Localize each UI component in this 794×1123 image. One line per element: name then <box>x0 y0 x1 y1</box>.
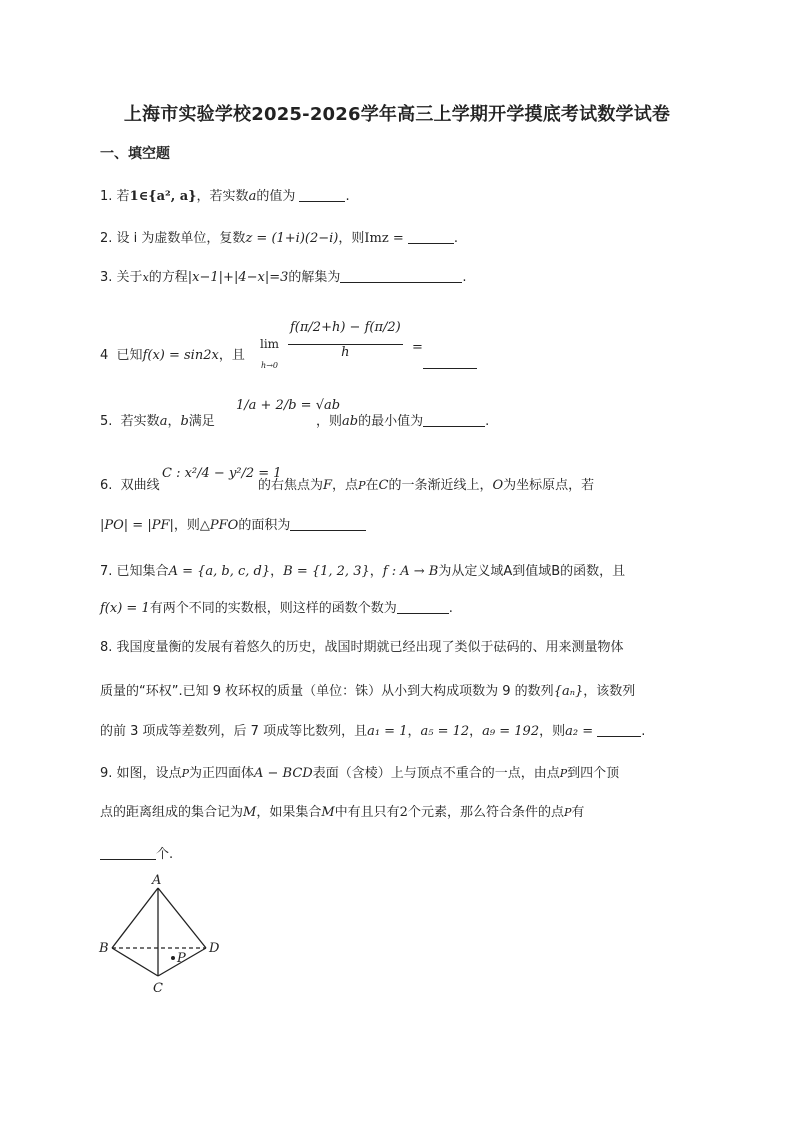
point-p-label: P <box>177 951 186 966</box>
q8-a1: a₁ = 1 <box>367 724 408 739</box>
q5-var-b: b <box>180 414 189 429</box>
q8-line2b: ，该数列 <box>583 684 636 699</box>
q6-P: P <box>358 479 366 492</box>
question-8-line2 <box>100 682 635 702</box>
q5-var-ab: ab <box>342 414 359 429</box>
question-1: 1. 若1∈{a², a}，若实数a的值为 . <box>100 189 350 204</box>
limit-fraction <box>288 312 403 361</box>
q1-text-pre: 若 <box>116 189 130 204</box>
limit-denominator: h <box>341 345 350 360</box>
q1-var: a <box>248 189 257 204</box>
q6-t5: 为坐标原点，若 <box>503 478 595 493</box>
q9-l2c: 中有且只有 <box>334 805 400 820</box>
edge-bc <box>112 948 158 976</box>
vertex-d-label: D <box>209 941 220 956</box>
q9-P3: P <box>563 806 572 819</box>
tetrahedron-figure <box>96 870 236 1000</box>
answer-blank[interactable] <box>423 412 485 427</box>
question-9-line2 <box>100 803 584 823</box>
q7-eq: f(x) = 1 <box>100 601 150 616</box>
question-7-cont: f(x) = 1有两个不同的实数根，则这样的函数个数为 . <box>100 601 453 616</box>
q5-number: 5. <box>100 414 113 429</box>
answer-blank[interactable] <box>299 187 345 202</box>
q7-func: f : A → B <box>382 564 439 579</box>
q6-t3: 在 <box>365 478 379 493</box>
q4-text: 已知 <box>116 348 143 363</box>
q8-line1: 我国度量衡的发展有着悠久的历史，战国时期就已经出现了类似于砝码的、用来测量物体 <box>116 640 624 655</box>
q2-text: 设 i 为虚数单位，复数 <box>116 231 246 246</box>
question-8-line3: 的前 3 项成等差数列，后 7 项成等比数列，且a₁ = 1，a₅ = 12，a₉ = 192，则a₂ = . <box>100 724 646 739</box>
q6-tri: △PFO <box>199 518 239 533</box>
answer-blank[interactable] <box>340 268 462 283</box>
answer-blank[interactable] <box>423 354 477 369</box>
q8-a5: a₅ = 12 <box>420 724 470 739</box>
q6-t7: 的面积为 <box>238 518 291 533</box>
q9-tet: A − BCD <box>253 766 313 781</box>
q6-O: O <box>492 478 504 493</box>
q1-math: 1∈{a², a} <box>129 189 197 204</box>
question-3: 3. 关于x的方程|x−1|+|4−x|=3的解集为 . <box>100 270 467 285</box>
q8-a2: a₂ = <box>565 724 594 739</box>
edge-ad <box>158 888 206 948</box>
q5-text-post: ，则 <box>316 414 343 429</box>
q9-l2a: 点的距离组成的集合记为 <box>100 805 244 820</box>
q7-t2: 有两个不同的实数根，则这样的函数个数为 <box>149 601 397 616</box>
q6-cond: |PO| = |PF| <box>100 518 174 533</box>
q6-F: F <box>323 478 333 493</box>
q6-t6: ，则 <box>173 518 200 533</box>
vertex-c-label: C <box>153 981 163 996</box>
q3-text: 关于 <box>116 270 143 285</box>
answer-blank[interactable] <box>408 229 454 244</box>
answer-blank[interactable] <box>597 722 641 737</box>
q5-math: 1/a + 2/b = √ab <box>236 398 341 413</box>
q6-t1: 的右焦点为 <box>258 478 324 493</box>
vertex-a-label: A <box>152 873 162 888</box>
q3-text-mid: 的方程 <box>148 270 188 285</box>
question-8 <box>100 638 624 658</box>
q6-t4: 的一条渐近线上， <box>388 478 493 493</box>
lim-subscript: h→0 <box>261 361 278 370</box>
q6-t2: ，点 <box>332 478 359 493</box>
question-6-cont <box>100 516 366 536</box>
q9-two: 2 <box>399 805 408 820</box>
q8-line3: 的前 3 项成等差数列，后 7 项成等比数列，且 <box>100 724 368 739</box>
q5-sep: ， <box>167 414 181 429</box>
q6-text: 双曲线 <box>120 478 160 493</box>
q9-l2b: ，如果集合 <box>256 805 322 820</box>
question-7: 7. 已知集合A = {a, b, c, d}，B = {1, 2, 3}，f : A → B为从定义域A到值域B的函数，且 <box>100 564 626 579</box>
q3-text-post: 的解集为 <box>288 270 341 285</box>
question-2: 2. 设 i 为虚数单位，复数z = (1+i)(2−i)，则Imz = . <box>100 231 459 246</box>
question-9 <box>100 764 619 784</box>
q3-var: x <box>142 271 149 284</box>
q5-text-mid: 满足 <box>188 414 215 429</box>
q9-l2d: 个元素，那么符合条件的点 <box>407 805 564 820</box>
q9-l2e: 有 <box>571 805 585 820</box>
q9-M: M <box>243 805 257 820</box>
q2-text-post: ，则 <box>338 231 365 246</box>
q9-P: P <box>181 767 189 780</box>
point-p <box>171 956 175 960</box>
q5-text: 若实数 <box>120 414 160 429</box>
q1-text: ，若实数 <box>196 189 249 204</box>
q8-line2: 质量的“环权”.已知 9 枚环权的质量（单位：铢）从小到大构成项数为 9 的数列 <box>100 684 554 699</box>
limit-numerator: f(π/2+h) − f(π/2) <box>288 312 403 345</box>
q5-var-a: a <box>159 414 168 429</box>
q4-number: 4 <box>100 348 109 363</box>
q1-number: 1. <box>100 189 113 204</box>
q4-text-mid: ，且 <box>218 348 245 363</box>
q9-l1a: 如图，设点 <box>116 766 182 781</box>
section-heading: 一、填空题 <box>100 146 170 162</box>
q9-l1c: 表面（含棱）上与顶点不重合的一点，由点 <box>312 766 560 781</box>
q5-text-post2: 的最小值为 <box>358 414 424 429</box>
q7-text: 已知集合 <box>116 564 169 579</box>
q9-number: 9. <box>100 766 113 781</box>
q2-math: z = (1+i)(2−i) <box>245 231 339 246</box>
q4-eq: = <box>412 340 423 355</box>
q8-seq: {aₙ} <box>553 684 584 699</box>
q6-math: C : x²/4 − y²/2 = 1 <box>162 466 282 481</box>
q9-M2: M <box>321 805 335 820</box>
q1-text-post: 的值为 <box>256 189 296 204</box>
answer-blank[interactable] <box>397 599 449 614</box>
q8-t: ，则 <box>539 724 566 739</box>
lim-label: lim <box>260 337 280 351</box>
q9-l1b: 为正四面体 <box>188 766 254 781</box>
vertex-b-label: B <box>99 941 109 956</box>
q9-l3: 个. <box>156 847 174 862</box>
answer-blank[interactable] <box>100 845 156 860</box>
q8-a9: a₉ = 192 <box>482 724 540 739</box>
edge-ab <box>112 888 158 948</box>
limit-expression <box>260 334 279 376</box>
q7-set-a: A = {a, b, c, d} <box>168 564 271 579</box>
q7-set-b: B = {1, 2, 3} <box>283 564 370 579</box>
q2-number: 2. <box>100 231 113 246</box>
q7-number: 7. <box>100 564 113 579</box>
answer-blank[interactable] <box>290 516 366 531</box>
q2-im: Imz = <box>364 231 404 246</box>
q7-t1: 为从定义域A到值域B的函数，且 <box>438 564 626 579</box>
page-title: 上海市实验学校2025-2026学年高三上学期开学摸底考试数学试卷 <box>123 104 671 125</box>
q8-number: 8. <box>100 640 113 655</box>
q3-number: 3. <box>100 270 113 285</box>
q4-math: f(x) = sin2x <box>142 348 219 363</box>
q9-l1d: 到四个顶 <box>567 766 620 781</box>
q6-C: C <box>378 478 389 493</box>
q9-P2: P <box>559 767 568 780</box>
q3-math: |x−1|+|4−x|=3 <box>187 270 289 285</box>
q6-number: 6. <box>100 478 113 493</box>
question-9-line3 <box>100 845 173 865</box>
